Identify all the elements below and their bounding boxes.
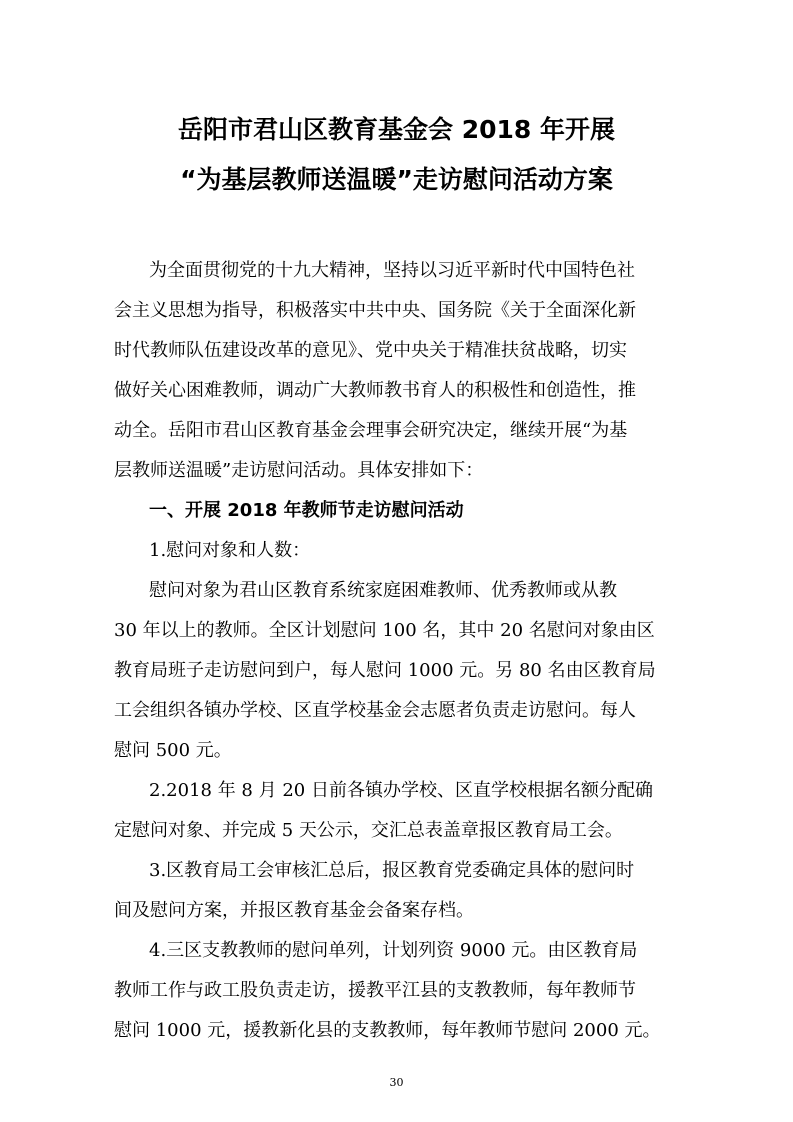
item-1-line-4: 工会组织各镇办学校、区直学校基金会志愿者负责走访慰问。每人 — [114, 700, 636, 721]
item-1-line-1: 慰问对象为君山区教育系统家庭困难教师、优秀教师或从教 — [149, 580, 617, 601]
item-1-heading: 1.慰问对象和人数： — [149, 540, 311, 561]
item-4-line-3: 慰问 1000 元，援教新化县的支教教师，每年教师节慰问 2000 元。 — [114, 1020, 661, 1041]
item-3-line-1: 3.区教育局工会审核汇总后，报区教育党委确定具体的慰问时 — [149, 860, 635, 881]
paragraph-intro-line-3: 时代教师队伍建设改革的意见》、党中央关于精准扶贫战略，切实 — [114, 340, 627, 361]
document-title-line-2: “为基层教师送温暖”走访慰问活动方案 — [180, 165, 613, 194]
item-1-line-3: 教育局班子走访慰问到户，每人慰问 1000 元。另 80 名由区教育局 — [114, 660, 656, 681]
item-4-line-1: 4.三区支教教师的慰问单列，计划列资 9000 元。由区教育局 — [149, 940, 638, 961]
document-title-line-1: 岳阳市君山区教育基金会 2018 年开展 — [178, 115, 615, 144]
page-number: 30 — [389, 1076, 404, 1089]
item-2-line-1: 2.2018 年 8 月 20 日前各镇办学校、区直学校根据名额分配确 — [149, 780, 653, 801]
paragraph-intro-line-5: 动全。岳阳市君山区教育基金会理事会研究决定，继续开展“为基 — [114, 420, 628, 441]
paragraph-intro-line-4: 做好关心困难教师，调动广大教师教书育人的积极性和创造性，推 — [114, 380, 636, 401]
item-2-line-2: 定慰问对象、并完成 5 天公示，交汇总表盖章报区教育局工会。 — [114, 820, 623, 841]
item-1-line-2: 30 年以上的教师。全区计划慰问 100 名，其中 20 名慰问对象由区 — [114, 620, 655, 641]
item-1-line-5: 慰问 500 元。 — [114, 740, 232, 761]
paragraph-intro-line-6: 层教师送温暖”走访慰问活动。具体安排如下： — [114, 460, 484, 481]
item-4-line-2: 教师工作与政工股负责走访，援教平江县的支教教师，每年教师节 — [114, 980, 636, 1001]
paragraph-intro-line-2: 会主义思想为指导，积极落实中共中央、国务院《关于全面深化新 — [114, 300, 636, 321]
paragraph-intro-line-1: 为全面贯彻党的十九大精神，坚持以习近平新时代中国特色社 — [149, 260, 635, 281]
section-heading: 一、开展 2018 年教师节走访慰问活动 — [149, 500, 464, 521]
item-3-line-2: 间及慰问方案，并报区教育基金会备案存档。 — [114, 900, 474, 921]
